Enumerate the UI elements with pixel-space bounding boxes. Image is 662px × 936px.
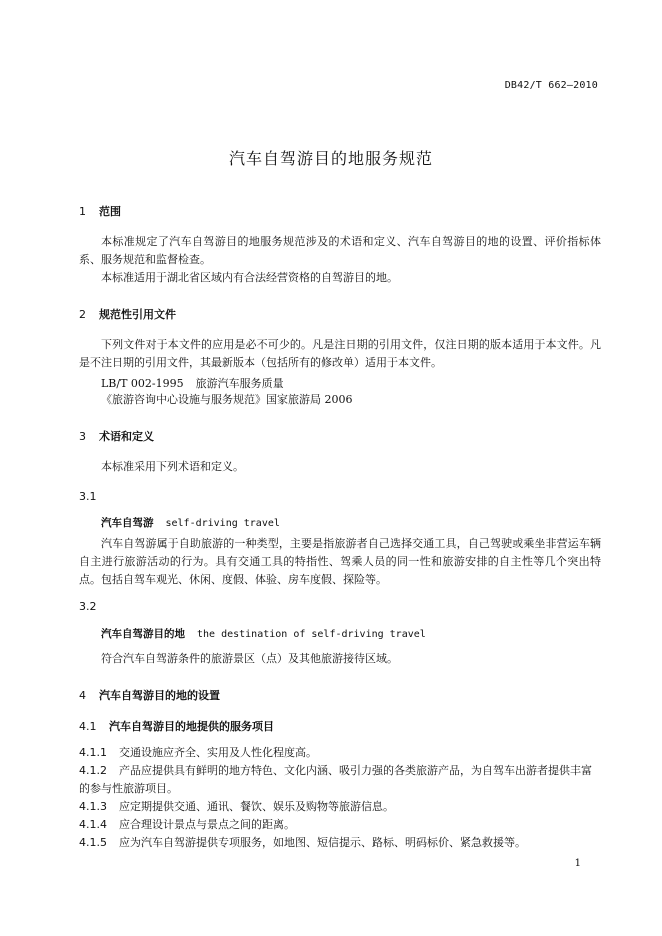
term-definition: 汽车自驾游属于自助旅游的一种类型，主要是指旅游者自己选择交通工具，自己驾驶或乘坐非营运车辆自主进行旅游活动的行为。具有交通工具的特指性、驾乘人员的同一性和旅游安排的自主性等几个突出特点。包括自驾车观光、休闲、度假、体验、房车度假、探险等。	[79, 537, 601, 586]
standard-code: DB42/T 662—2010	[504, 80, 598, 91]
term-chinese: 汽车自驾游目的地	[101, 628, 185, 640]
term-english: the destination of self-driving travel	[197, 629, 426, 640]
reference-code: LB/T 002-1995	[101, 377, 184, 390]
clause-number: 4.1.1	[79, 746, 107, 759]
section-1-paragraph-1: 本标准规定了汽车自驾游目的地服务规范涉及的术语和定义、汽车自驾游目的地的设置、评价指标体系、服务规范和监督检查。	[79, 235, 601, 266]
clause-text: 应定期提供交通、通讯、餐饮、娱乐及购物等旅游信息。	[119, 800, 394, 813]
section-title: 术语和定义	[99, 430, 154, 443]
reference-name: 旅游汽车服务质量	[195, 377, 284, 390]
normative-reference	[101, 391, 353, 407]
clause-number: 4.1.4	[79, 818, 107, 831]
subsection-4-1-heading	[79, 718, 274, 734]
clause-item	[79, 798, 601, 816]
section-3-intro: 本标准采用下列术语和定义。	[101, 460, 244, 473]
section-title: 范围	[99, 205, 121, 218]
term-number: 3.1	[79, 490, 97, 503]
clause-item	[79, 834, 601, 852]
clause-number: 4.1.3	[79, 800, 107, 813]
clause-item	[79, 816, 601, 834]
term-english: self-driving travel	[165, 518, 280, 529]
clause-number: 4.1.2	[79, 764, 107, 777]
section-title: 规范性引用文件	[99, 308, 176, 321]
section-1-paragraph-2: 本标准适用于湖北省区域内有合法经营资格的自驾游目的地。	[101, 271, 398, 284]
section-number: 1	[79, 205, 86, 218]
document-title: 汽车自驾游目的地服务规范	[228, 149, 433, 168]
reference-name: 《旅游咨询中心设施与服务规范》国家旅游局 2006	[101, 393, 353, 406]
clause-item	[79, 744, 601, 762]
section-1-heading	[79, 203, 121, 219]
section-number: 2	[79, 308, 86, 321]
clause-number: 4.1.5	[79, 836, 107, 849]
section-3-heading	[79, 428, 154, 444]
clause-text: 应合理设计景点与景点之间的距离。	[119, 818, 295, 831]
clause-text: 产品应提供具有鲜明的地方特色、文化内涵、吸引力强的各类旅游产品，为自驾车出游者提供丰富的参与性旅游项目。	[79, 764, 592, 795]
clause-text: 应为汽车自驾游提供专项服务，如地图、短信提示、路标、明码标价、紧急救援等。	[119, 836, 526, 849]
section-number: 4	[79, 689, 86, 702]
term-heading	[101, 626, 426, 641]
subsection-number: 4.1	[79, 720, 97, 733]
section-title: 汽车自驾游目的地的设置	[99, 689, 220, 702]
term-heading	[101, 515, 280, 530]
section-4-heading	[79, 687, 220, 703]
clause-text: 交通设施应齐全、实用及人性化程度高。	[119, 746, 317, 759]
normative-reference	[101, 375, 284, 391]
section-2-paragraph-1: 下列文件对于本文件的应用是必不可少的。凡是注日期的引用文件，仅注日期的版本适用于本文件。凡是不注日期的引用文件，其最新版本（包括所有的修改单）适用于本文件。	[79, 338, 601, 369]
page-number: 1	[574, 858, 581, 869]
section-number: 3	[79, 430, 86, 443]
term-number: 3.2	[79, 600, 97, 613]
term-chinese: 汽车自驾游	[101, 517, 154, 529]
clause-item	[79, 762, 601, 798]
subsection-title: 汽车自驾游目的地提供的服务项目	[109, 720, 274, 733]
section-2-heading	[79, 306, 176, 322]
term-definition: 符合汽车自驾游条件的旅游景区（点）及其他旅游接待区域。	[101, 652, 398, 665]
